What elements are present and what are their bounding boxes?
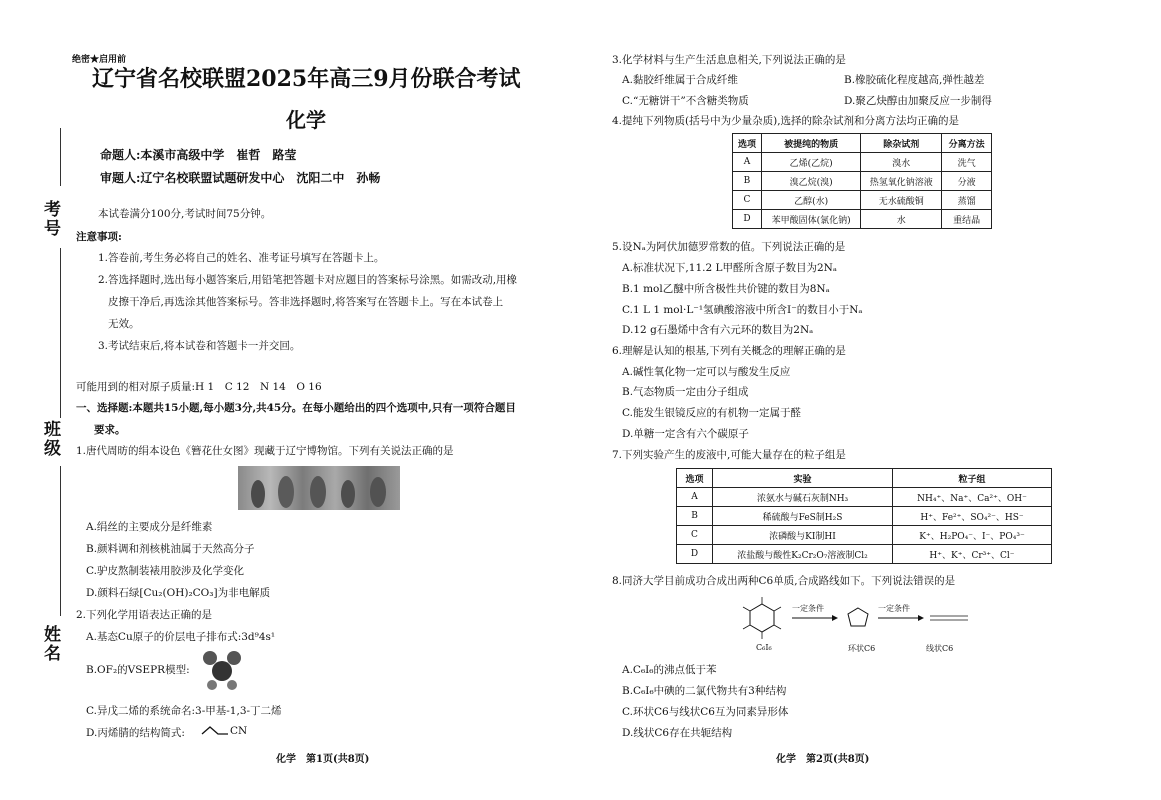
- cyano-group-label: CN: [230, 725, 248, 737]
- table-header: 实验: [713, 469, 893, 488]
- notice-line: 1.答卷前,考生务必将自己的姓名、准考证号填写在答题卡上。: [98, 252, 385, 264]
- table-cell: 重结晶: [942, 210, 992, 229]
- table-cell: 洗气: [942, 153, 992, 172]
- table-header: 分离方法: [942, 134, 992, 153]
- right-page: [580, 0, 1161, 800]
- option-q6-b: B.气态物质一定由分子组成: [622, 386, 749, 398]
- option-q5-d: D.12 g石墨烯中含有六元环的数目为2Nₐ: [622, 324, 814, 336]
- compound-label: C₆I₆: [756, 643, 772, 652]
- table-row: [677, 507, 1052, 526]
- table-cell: 水: [861, 210, 942, 229]
- page-footer: 化学 第1页(共8页): [276, 754, 370, 765]
- table-row: [733, 153, 992, 172]
- table-cell: 浓盐酸与酸性K₂Cr₂O₇溶液制Cl₂: [713, 545, 893, 564]
- section-heading-cont: 要求。: [94, 424, 126, 436]
- option-q2-a: A.基态Cu原子的价层电子排布式:3d⁹4s¹: [86, 631, 276, 643]
- question-8-stem: 8.同济大学目前成功合成出两种C6单质,合成路线如下。下列说法错误的是: [612, 575, 956, 587]
- table-row: [733, 172, 992, 191]
- atomic-mass-line: 可能用到的相对原子质量:H 1 C 12 N 14 O 16: [76, 381, 322, 393]
- table-cell: 溴水: [861, 153, 942, 172]
- table-header: 除杂试剂: [861, 134, 942, 153]
- question-3-stem: 3.化学材料与生产生活息息相关,下列说法正确的是: [612, 54, 846, 66]
- table-cell: C: [677, 526, 713, 545]
- side-label-name: 姓名: [40, 625, 60, 663]
- condition-label: 一定条件: [792, 604, 824, 613]
- option-q1-a: A.绢丝的主要成分是纤维素: [86, 521, 213, 533]
- option-q1-b: B.颜料调和剂核桃油属于天然高分子: [86, 543, 255, 555]
- table-cell: H⁺、Fe²⁺、SO₄²⁻、HS⁻: [893, 507, 1052, 526]
- author-line: 命题人:本溪市高级中学 崔哲 路莹: [100, 148, 297, 162]
- reviewer-line: 审题人:辽宁名校联盟试题研发中心 沈阳二中 孙畅: [100, 171, 381, 185]
- table-cell: 乙醇(水): [761, 191, 860, 210]
- table-cell: D: [733, 210, 762, 229]
- notice-line: 2.答选择题时,选出每小题答案后,用铅笔把答题卡对应题目的答案标号涂黑。如需改动,用橡: [98, 274, 518, 286]
- score-line: 本试卷满分100分,考试时间75分钟。: [98, 208, 272, 220]
- notice-line: 无效。: [108, 318, 140, 330]
- question-6-stem: 6.理解是认知的根基,下列有关概念的理解正确的是: [612, 345, 846, 357]
- option-q8-a: A.C₆I₆的沸点低于苯: [622, 664, 717, 676]
- question-7-stem: 7.下列实验产生的废液中,可能大量存在的粒子组是: [612, 449, 846, 461]
- table-header-row: [677, 469, 1052, 488]
- notice-line: 3.考试结束后,将本试卷和答题卡一并交回。: [98, 340, 301, 352]
- question-7-table: [676, 468, 1052, 564]
- compound-label: 线状C6: [926, 644, 954, 653]
- table-cell: 热氢氧化钠溶液: [861, 172, 942, 191]
- section-heading: 一、选择题:本题共15小题,每小题3分,共45分。在每小题给出的四个选项中,只有一项符合题目: [76, 402, 516, 414]
- option-q1-c: C.驴皮熬制装裱用胶涉及化学变化: [86, 565, 244, 577]
- question-1-stem: 1.唐代周昉的绢本设色《簪花仕女图》现藏于辽宁博物馆。下列有关说法正确的是: [76, 445, 454, 457]
- table-row: [677, 545, 1052, 564]
- option-q3-b: B.橡胶硫化程度越高,弹性越差: [844, 74, 985, 86]
- table-row: [677, 526, 1052, 545]
- acrylonitrile-structure: [200, 724, 230, 738]
- table-cell: 浓氨水与碱石灰制NH₃: [713, 488, 893, 507]
- table-cell: C: [733, 191, 762, 210]
- table-header: 选项: [677, 469, 713, 488]
- side-label-exam-number: 考号: [40, 200, 60, 238]
- question-2-stem: 2.下列化学用语表达正确的是: [76, 609, 213, 621]
- question-4-stem: 4.提纯下列物质(括号中为少量杂质),选择的除杂试剂和分离方法均正确的是: [612, 115, 960, 127]
- option-q3-c: C.“无糖饼干”不含糖类物质: [622, 95, 749, 107]
- table-cell: 分液: [942, 172, 992, 191]
- table-cell: K⁺、H₂PO₄⁻、I⁻、PO₄³⁻: [893, 526, 1052, 545]
- subject-title: 化学: [286, 108, 326, 132]
- condition-label: 一定条件: [878, 604, 910, 613]
- table-cell: 浓磷酸与KI制HI: [713, 526, 893, 545]
- option-q3-a: A.黏胶纤维属于合成纤维: [622, 74, 738, 86]
- table-cell: 无水硫酸铜: [861, 191, 942, 210]
- table-cell: 溴乙烷(溴): [761, 172, 860, 191]
- option-q8-d: D.线状C6存在共轭结构: [622, 727, 733, 739]
- option-q8-c: C.环状C6与线状C6互为同素异形体: [622, 706, 789, 718]
- question-4-table: [732, 133, 992, 229]
- table-header-row: [733, 134, 992, 153]
- table-cell: A: [677, 488, 713, 507]
- binding-line: [60, 248, 61, 418]
- option-q1-d: D.颜料石绿[Cu₂(OH)₂CO₃]为非电解质: [86, 587, 271, 599]
- table-cell: 苯甲酸固体(氯化钠): [761, 210, 860, 229]
- table-row: [733, 210, 992, 229]
- binding-line: [60, 128, 61, 186]
- table-header: 被提纯的物质: [761, 134, 860, 153]
- secret-label: 绝密★启用前: [72, 55, 127, 65]
- option-q8-b: B.C₆I₆中碘的二氯代物共有3种结构: [622, 685, 787, 697]
- option-q2-b: B.OF₂的VSEPR模型:: [86, 664, 190, 676]
- table-header: 选项: [733, 134, 762, 153]
- option-q6-d: D.单糖一定含有六个碳原子: [622, 428, 749, 440]
- left-page: [0, 0, 580, 800]
- notice-line: 皮擦干净后,再选涂其他答案标号。答非选择题时,将答案写在答题卡上。写在本试卷上: [108, 296, 504, 308]
- painting-image: [238, 466, 400, 510]
- option-q6-c: C.能发生银镜反应的有机物一定属于醛: [622, 407, 801, 419]
- table-row: [677, 488, 1052, 507]
- compound-label: 环状C6: [848, 644, 876, 653]
- table-cell: B: [677, 507, 713, 526]
- binding-line: [60, 466, 61, 616]
- table-cell: NH₄⁺、Na⁺、Ca²⁺、OH⁻: [893, 488, 1052, 507]
- vsepr-model-image: [198, 648, 246, 692]
- option-q5-b: B.1 mol乙醚中所含极性共价键的数目为8Nₐ: [622, 283, 830, 295]
- table-cell: D: [677, 545, 713, 564]
- table-header: 粒子组: [893, 469, 1052, 488]
- table-cell: 蒸馏: [942, 191, 992, 210]
- option-q2-c: C.异戊二烯的系统命名:3-甲基-1,3-丁二烯: [86, 705, 282, 717]
- option-q5-a: A.标准状况下,11.2 L甲醛所含原子数目为2Nₐ: [622, 262, 837, 274]
- table-cell: B: [733, 172, 762, 191]
- option-q6-a: A.碱性氧化物一定可以与酸发生反应: [622, 366, 791, 378]
- notice-title: 注意事项:: [76, 231, 122, 243]
- question-5-stem: 5.设Nₐ为阿伏加德罗常数的值。下列说法正确的是: [612, 241, 846, 253]
- side-label-class: 班级: [40, 420, 60, 458]
- table-cell: 稀硫酸与FeS制H₂S: [713, 507, 893, 526]
- table-cell: H⁺、K⁺、Cr³⁺、Cl⁻: [893, 545, 1052, 564]
- option-q5-c: C.1 L 1 mol·L⁻¹氢碘酸溶液中所含I⁻的数目小于Nₐ: [622, 304, 863, 316]
- exam-title: 辽宁省名校联盟2025年高三9月份联合考试: [92, 66, 521, 92]
- option-q2-d: D.丙烯腈的结构简式:: [86, 727, 185, 739]
- table-cell: 乙烯(乙烷): [761, 153, 860, 172]
- page-footer: 化学 第2页(共8页): [776, 754, 870, 765]
- table-cell: A: [733, 153, 762, 172]
- option-q3-d: D.聚乙炔醇由加聚反应一步制得: [844, 95, 992, 107]
- table-row: [733, 191, 992, 210]
